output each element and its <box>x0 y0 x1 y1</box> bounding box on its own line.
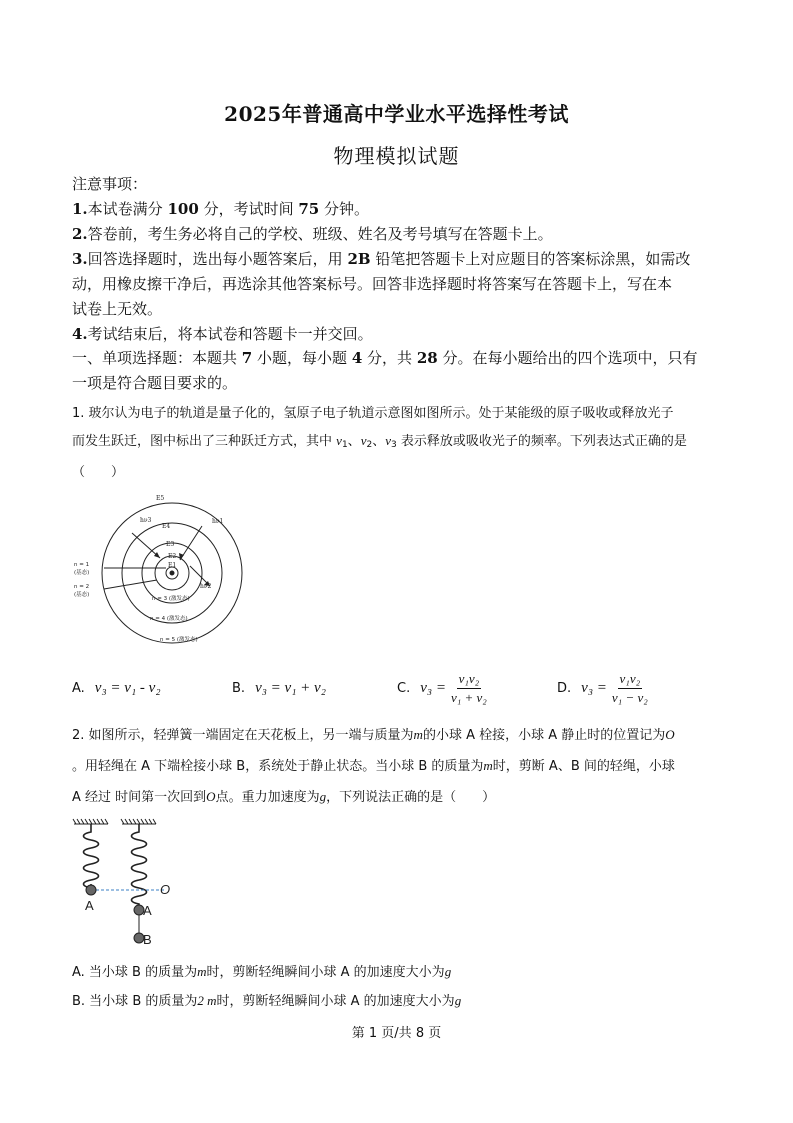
option-a-formula: ν₃ = ν₁ - ν₂ <box>94 679 161 696</box>
spring-right <box>132 824 147 906</box>
label-hv3: hν3 <box>140 517 152 524</box>
question-2 <box>72 720 724 813</box>
exam-title: 2025年普通高中学业水平选择性考试 <box>224 102 569 126</box>
option-c[interactable]: C. ν₃ = $\frac{\text{ν₁ν₂}}{\text{ν₁ + ν₂}}$ <box>397 670 487 705</box>
question-2-line1: 2. 如图所示，轻弹簧一端固定在天花板上，另一端与质量为m的小球 A 栓接，小球 A 静止时的位置记为O <box>72 727 675 743</box>
page-footer: 第 1 页/共 8 页 <box>351 1026 442 1041</box>
label-hv2: hν2 <box>200 583 212 590</box>
question-2-options <box>72 958 724 1016</box>
question-1 <box>72 400 724 486</box>
label-A-left: A <box>85 898 94 913</box>
label-B: B <box>143 932 152 947</box>
option-d[interactable]: D. ν₃ = $\frac{\text{ν₁ν₂}}{\text{ν₁ − ν₂}}$ <box>557 670 648 705</box>
label-n5: n = 5 (激发态) <box>160 637 198 643</box>
label-n1: n = 1 <box>74 562 90 568</box>
label-E2: E2 <box>168 553 177 560</box>
question-1-line3: （ ） <box>72 465 125 480</box>
ball-A-left <box>86 885 96 895</box>
question-1-line2: 而发生跃迁，图中标出了三种跃迁方式，其中 $\nu_1$、$\nu_2$、$\nu_3$ 表示释放或吸收光子的频率。下列表达式正确的是 <box>72 433 687 450</box>
label-n2: n = 2 <box>74 584 90 590</box>
exam-subtitle: 物理模拟试题 <box>333 144 460 168</box>
leader-n2 <box>104 580 157 589</box>
label-E3: E3 <box>166 541 175 548</box>
q2-option-a[interactable]: A. 当小球 B 的质量为m时，剪断轻绳瞬间小球 A 的加速度大小为g <box>72 964 452 980</box>
option-b[interactable]: B. ν₃ = ν₁ + ν₂ <box>232 679 326 696</box>
notes-heading: 注意事项： <box>72 175 148 193</box>
question-1-line1: 1. 玻尔认为电子的轨道是量子化的，氢原子电子轨道示意图如图所示。处于某能级的原子吸收或释放光子 <box>72 406 674 421</box>
option-c-formula: ν₃ = $\frac{\text{ν₁ν₂}}{\text{ν₁ + ν₂}}$ <box>420 670 487 705</box>
label-E4: E4 <box>162 523 171 530</box>
note-2: 2.答卷前，考生务必将自己的学校、班级、姓名及考号填写在答题卡上。 <box>72 225 553 243</box>
label-n3: n = 3 (激发态) <box>152 596 190 602</box>
label-n2-state: (基态) <box>74 592 90 598</box>
label-A-right: A <box>143 903 152 918</box>
label-E5: E5 <box>156 495 165 502</box>
nucleus <box>170 571 174 575</box>
option-b-formula: ν₃ = ν₁ + ν₂ <box>255 679 326 696</box>
section-heading: 一、单项选择题：本题共 7 小题，每小题 4 分，共 28 分。在每小题给出的四个选项中，只有 一项是符合题目要求的。 <box>72 349 698 392</box>
label-n4: n = 4 (激发态) <box>150 616 188 622</box>
spring-left <box>84 824 99 888</box>
spring-figure <box>72 818 192 952</box>
question-2-line3: A 经过 时间第一次回到O点。重力加速度为g，下列说法正确的是（ ） <box>72 789 496 805</box>
label-E1: E1 <box>168 562 177 569</box>
label-hv1: hν1 <box>212 518 224 525</box>
label-O: O <box>160 882 171 897</box>
bohr-orbit-figure <box>72 488 252 648</box>
note-1: 1.本试卷满分 100 分，考试时间 75 分钟。 <box>72 200 370 218</box>
note-3-line2: 动，用橡皮擦干净后，再选涂其他答案标号。回答非选择题时将答案写在答题卡上，写在本 <box>72 275 673 293</box>
option-a[interactable]: A. ν₃ = ν₁ - ν₂ <box>72 679 161 696</box>
q2-option-b[interactable]: B. 当小球 B 的质量为2 m时，剪断轻绳瞬间小球 A 的加速度大小为g <box>72 993 462 1009</box>
note-3: 3.回答选择题时，选出每小题答案后，用 2B 铅笔把答题卡上对应题目的答案标涂黑，如需改 <box>72 250 691 268</box>
notes-block <box>72 172 724 347</box>
question-1-options <box>72 668 724 708</box>
note-4: 4.考试结束后，将本试卷和答题卡一并交回。 <box>72 325 373 343</box>
option-d-formula: ν₃ = $\frac{\text{ν₁ν₂}}{\text{ν₁ − ν₂}}$ <box>581 670 648 705</box>
note-3-line3: 试卷上无效。 <box>72 300 163 318</box>
question-2-line2: 。用轻绳在 A 下端栓接小球 B，系统处于静止状态。当小球 B 的质量为m时，剪断 A、B 间的轻绳，小球 <box>72 758 675 774</box>
label-n1-state: (基态) <box>74 570 90 576</box>
